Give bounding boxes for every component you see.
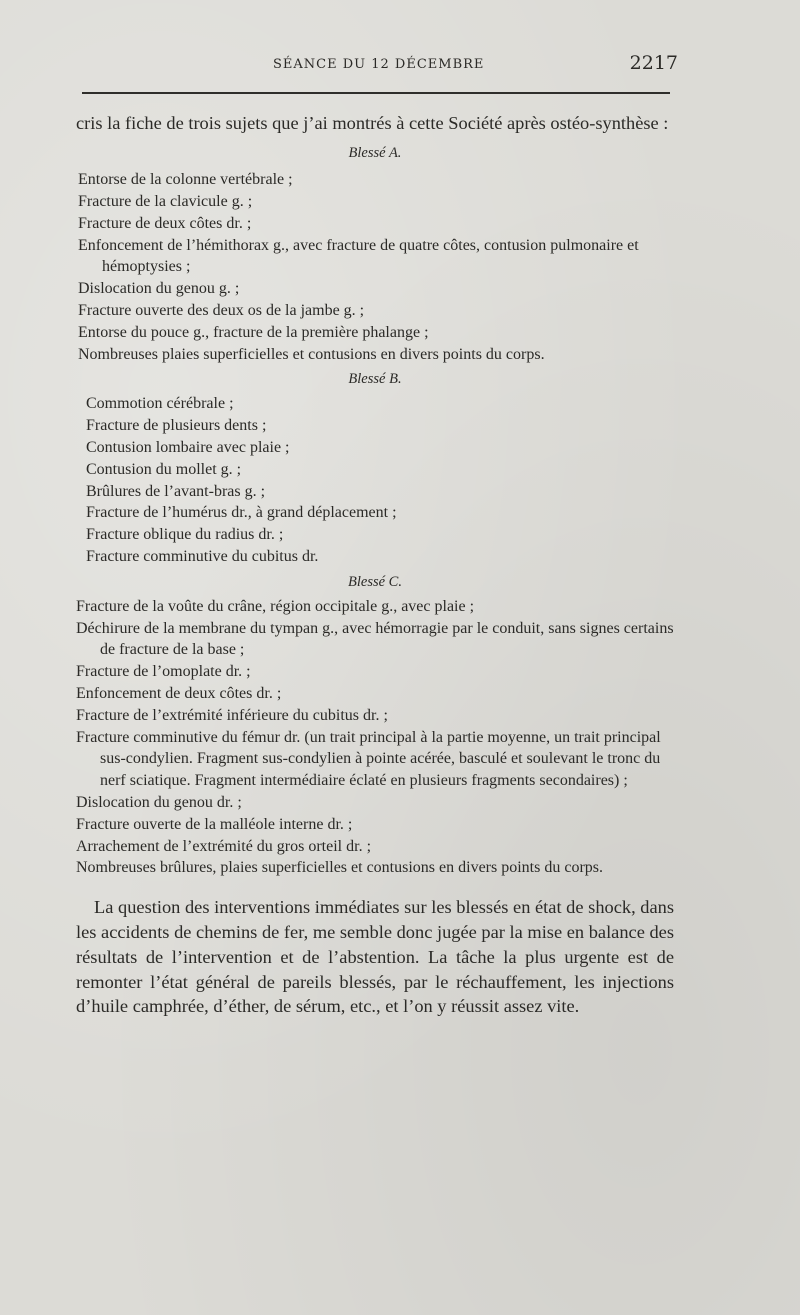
page-header — [78, 50, 678, 80]
section-heading-blesse-b: Blessé B. — [348, 371, 402, 388]
list-item: Fracture ouverte des deux os de la jambe g. ; — [78, 301, 365, 319]
list-item: Fracture de plusieurs dents ; — [86, 417, 267, 435]
injury-list-b — [86, 393, 674, 567]
list-item: Fracture comminutive du cubitus dr. — [86, 547, 319, 565]
list-item: Fracture comminutive du fémur dr. (un trait principal à la partie moyenne, un trait principal sus-condylien. Fragment sus-condylien à pointe acérée, basculé et soulevant le tronc du nerf sciatique. Fragment intermédiaire éclaté en plusieurs fragments secondaires) ; — [76, 728, 661, 790]
list-item: Nombreuses brûlures, plaies superficielles et contusions en divers points du corps. — [76, 859, 603, 877]
list-item: Fracture de l’extrémité inférieure du cubitus dr. ; — [76, 706, 388, 724]
list-item: Enfoncement de l’hémithorax g., avec fracture de quatre côtes, contusion pulmonaire et hémoptysies ; — [78, 236, 639, 276]
list-item: Fracture de l’omoplate dr. ; — [76, 663, 251, 681]
list-item: Fracture de deux côtes dr. ; — [78, 214, 252, 232]
list-item: Fracture ouverte de la malléole interne dr. ; — [76, 815, 353, 833]
list-item: Dislocation du genou dr. ; — [76, 793, 242, 811]
list-item: Contusion lombaire avec plaie ; — [86, 438, 290, 456]
running-head: SÉANCE DU 12 DÉCEMBRE — [273, 57, 485, 72]
list-item: Déchirure de la membrane du tympan g., avec hémorragie par le conduit, sans signes certains de fracture de la base ; — [76, 619, 674, 659]
list-item: Contusion du mollet g. ; — [86, 460, 242, 478]
page-number: 2217 — [629, 52, 678, 74]
list-item: Entorse de la colonne vertébrale ; — [78, 171, 293, 189]
list-item: Fracture de la voûte du crâne, région occipitale g., avec plaie ; — [76, 597, 475, 615]
list-item: Entorse du pouce g., fracture de la première phalange ; — [78, 323, 429, 341]
injury-list-c — [76, 596, 674, 879]
list-item: Fracture de l’humérus dr., à grand déplacement ; — [86, 504, 397, 522]
section-heading-blesse-a: Blessé A. — [348, 145, 402, 162]
intro-paragraph: cris la fiche de trois sujets que j’ai montrés à cette Société après ostéo-synthèse : — [76, 113, 669, 133]
page-body — [76, 111, 674, 1019]
header-rule — [82, 92, 670, 94]
list-item: Fracture oblique du radius dr. ; — [86, 526, 284, 544]
section-heading-blesse-c: Blessé C. — [348, 573, 402, 590]
list-item: Dislocation du genou g. ; — [78, 280, 240, 298]
list-item: Nombreuses plaies superficielles et contusions en divers points du corps. — [78, 345, 545, 363]
closing-paragraph: La question des interventions immédiates sur les blessés en état de shock, dans les accidents de chemins de fer, me semble donc jugée par la mise en balance des résultats de l’intervention et de l’abstention. La tâche la plus urgente est de remonter l’état général de pareils blessés, par le réchauffement, les injections d’huile camphrée, d’éther, de sérum, etc., et l’on y réussit assez vite. — [76, 897, 674, 1017]
list-item: Fracture de la clavicule g. ; — [78, 193, 253, 210]
list-item: Commotion cérébrale ; — [86, 395, 234, 413]
injury-list-a — [78, 169, 674, 365]
list-item: Brûlures de l’avant-bras g. ; — [86, 482, 266, 500]
list-item: Enfoncement de deux côtes dr. ; — [76, 684, 282, 702]
list-item: Arrachement de l’extrémité du gros orteil dr. ; — [76, 837, 372, 855]
